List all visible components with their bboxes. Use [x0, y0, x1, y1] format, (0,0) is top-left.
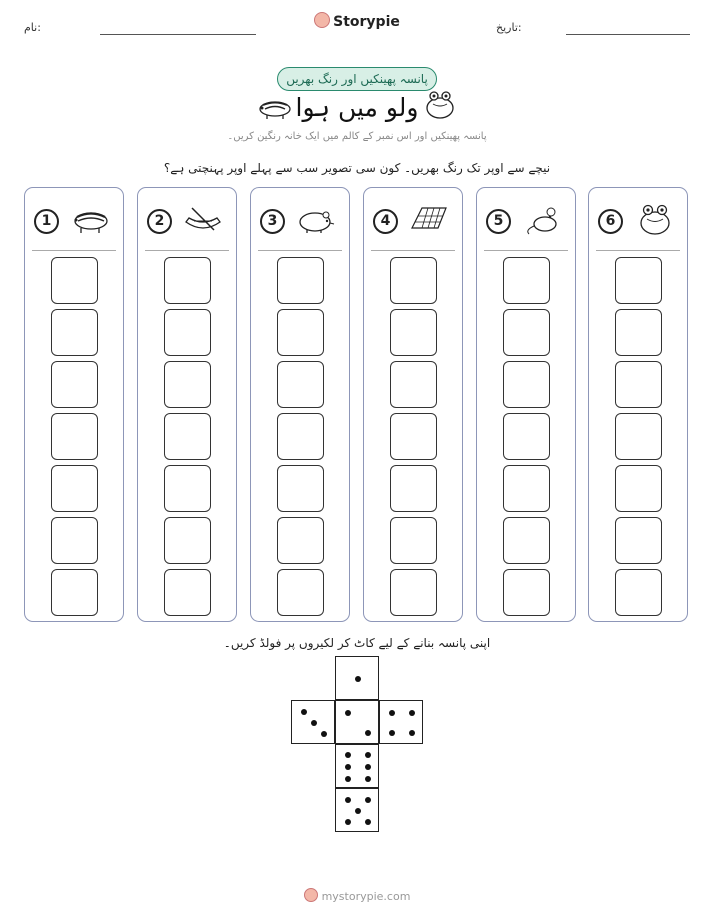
color-box[interactable]	[164, 569, 211, 616]
brand-logo	[0, 12, 714, 30]
footer	[0, 888, 714, 903]
color-box[interactable]	[277, 257, 324, 304]
column-5	[476, 187, 576, 622]
die-face-1	[335, 656, 379, 700]
die-face-3	[291, 700, 335, 744]
color-box[interactable]	[51, 569, 98, 616]
name-label: نام:	[24, 21, 41, 34]
storypie-logo-icon	[314, 12, 330, 28]
color-box[interactable]	[390, 413, 437, 460]
color-box[interactable]	[164, 257, 211, 304]
color-box[interactable]	[615, 257, 662, 304]
column-divider	[371, 250, 455, 251]
brand-name: Storypie	[333, 14, 400, 30]
color-box[interactable]	[503, 361, 550, 408]
color-box[interactable]	[164, 309, 211, 356]
color-box[interactable]	[277, 569, 324, 616]
column-2	[137, 187, 237, 622]
color-box[interactable]	[390, 465, 437, 512]
column-number: 3	[260, 209, 285, 234]
column-number: 6	[598, 209, 623, 234]
color-box[interactable]	[615, 413, 662, 460]
color-box[interactable]	[51, 465, 98, 512]
color-box[interactable]	[615, 361, 662, 408]
badger-icon	[69, 202, 111, 236]
color-box[interactable]	[390, 569, 437, 616]
column-divider	[484, 250, 568, 251]
grid-mat-icon	[408, 202, 450, 236]
color-box[interactable]	[503, 465, 550, 512]
color-box[interactable]	[503, 517, 550, 564]
footer-logo-icon	[304, 888, 318, 902]
color-box[interactable]	[503, 309, 550, 356]
column-4	[363, 187, 463, 622]
color-box[interactable]	[615, 517, 662, 564]
rowboat-icon	[182, 202, 224, 236]
color-box[interactable]	[277, 413, 324, 460]
color-box[interactable]	[277, 517, 324, 564]
color-box[interactable]	[164, 361, 211, 408]
toad-icon	[424, 88, 456, 120]
toad-icon	[633, 202, 675, 236]
color-box[interactable]	[164, 413, 211, 460]
color-box[interactable]	[51, 257, 98, 304]
color-box[interactable]	[503, 257, 550, 304]
color-box[interactable]	[51, 517, 98, 564]
color-box[interactable]	[277, 465, 324, 512]
page-title: ولو میں ہوا	[295, 93, 419, 122]
fold-instruction: اپنی پانسہ بنانے کے لیے کاٹ کر لکیروں پر فولڈ کریں۔	[223, 636, 491, 650]
column-6	[588, 187, 688, 622]
color-box[interactable]	[615, 465, 662, 512]
column-number: 5	[486, 209, 511, 234]
color-box[interactable]	[51, 413, 98, 460]
color-box[interactable]	[277, 361, 324, 408]
column-number: 1	[34, 209, 59, 234]
color-box[interactable]	[390, 309, 437, 356]
column-number: 2	[147, 209, 172, 234]
die-face-2	[335, 700, 379, 744]
color-box[interactable]	[51, 309, 98, 356]
die-face-5	[335, 788, 379, 832]
color-box[interactable]	[390, 517, 437, 564]
instruction-text: نیچے سے اوپر تک رنگ بھریں۔ کون سی تصویر سب سے پہلے اوپر پہنچتی ہے؟	[163, 161, 551, 175]
color-box[interactable]	[390, 257, 437, 304]
rat-icon	[521, 202, 563, 236]
footer-url: mystorypie.com	[321, 890, 411, 903]
color-box[interactable]	[615, 309, 662, 356]
color-box[interactable]	[503, 413, 550, 460]
column-3	[250, 187, 350, 622]
activity-pill: پانسہ پھینکیں اور رنگ بھریں	[277, 67, 437, 91]
color-box[interactable]	[390, 361, 437, 408]
column-1	[24, 187, 124, 622]
column-divider	[145, 250, 229, 251]
date-write-line	[566, 34, 690, 35]
column-number: 4	[373, 209, 398, 234]
column-divider	[32, 250, 116, 251]
mole-icon	[295, 202, 337, 236]
color-box[interactable]	[51, 361, 98, 408]
die-face-6	[335, 744, 379, 788]
subtitle: پانسہ پھینکیں اور اس نمبر کے کالم میں ایک خانہ رنگین کریں۔	[227, 131, 487, 142]
color-box[interactable]	[164, 517, 211, 564]
column-divider	[258, 250, 342, 251]
color-box[interactable]	[503, 569, 550, 616]
column-divider	[596, 250, 680, 251]
die-face-4	[379, 700, 423, 744]
color-box[interactable]	[164, 465, 211, 512]
color-box[interactable]	[277, 309, 324, 356]
name-write-line	[100, 34, 256, 35]
date-label: تاریخ:	[496, 21, 522, 34]
color-box[interactable]	[615, 569, 662, 616]
